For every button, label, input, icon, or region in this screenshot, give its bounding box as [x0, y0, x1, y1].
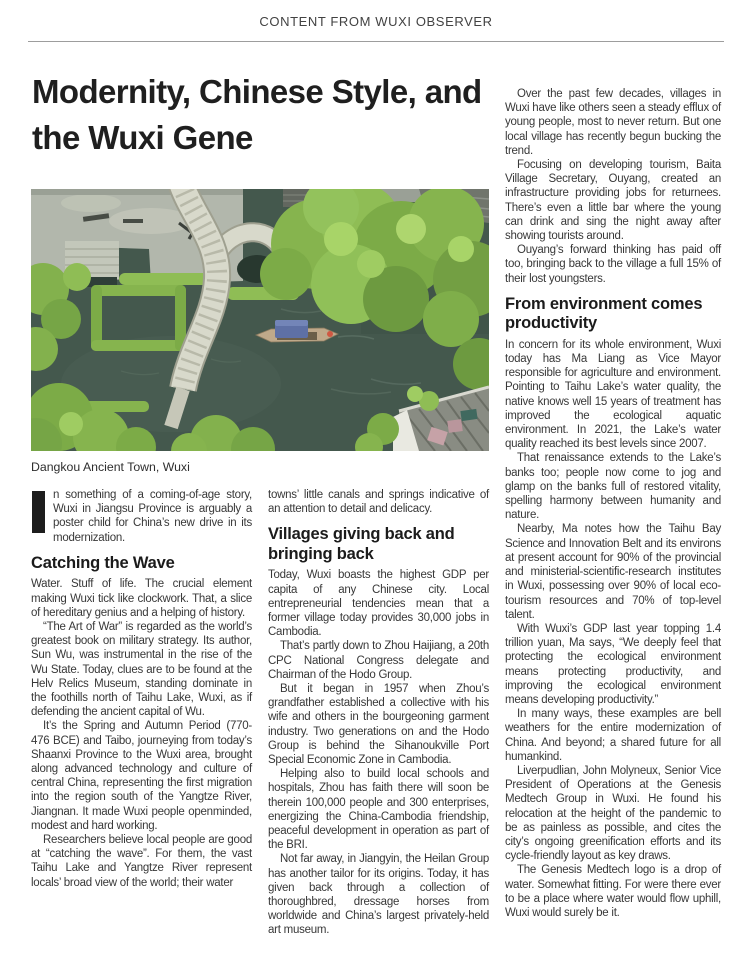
paragraph: Liverpudlian, John Molyneux, Senior Vice President of Operations at the Genesis Medtech Group in Wuxi. He found his relocation at the height of the pandemic to be as painless as possible, and cites the city’s ongoing greenification efforts and its cycle-friendly layout as key draws. — [505, 764, 721, 863]
paragraph: In many ways, these examples are bell weathers for the entire modernization of China. And beyond; a shared future for all humankind. — [505, 708, 721, 763]
article-content — [0, 42, 752, 938]
paragraph: Today, Wuxi boasts the highest GDP per capita of any Chinese city. Local entrepreneurial tendencies mean that a former village today provides 30,000 jobs in Cambodia. — [268, 569, 489, 639]
article-column-2 — [268, 488, 489, 938]
paragraph: towns’ little canals and springs indicative of an attention to detail and delicacy. — [268, 489, 489, 516]
article-photo — [31, 189, 489, 474]
paragraph: With Wuxi’s GDP last year topping 1.4 trillion yuan, Ma says, “We deeply feel that protecting the ecological environment means protecting productivity, and improving the ecological environment means developing productivity.” — [505, 622, 721, 706]
paragraph: n something of a coming-of-age story, Wuxi in Jiangsu Province is arguably a poster child for China’s new drive in its modernization. — [31, 488, 252, 545]
paragraph: That renaissance extends to the Lake’s banks too; people now come to jog and glamp on the banks full of restored vitality, spelling harmony between humanity and nature. — [505, 452, 721, 522]
paragraph: Focusing on developing tourism, Baita Village Secretary, Ouyang, created an infrastructure providing jobs for returnees. There’s even a little bar where the young can drink and sing the night away after showing tourists around. — [505, 159, 721, 243]
drop-cap — [32, 491, 45, 533]
paragraph: Nearby, Ma notes how the Taihu Bay Science and Innovation Belt and its environs at present account for 90% of the provincial and ministerial-scientific-research institutes in Wuxi, possessing over 90% of local eco-tourism resources and 70% of top-level talent. — [505, 523, 721, 621]
section-heading: Villages giving back and bringing back — [268, 525, 455, 563]
paragraph: Not far away, in Jiangyin, the Heilan Group has another tailor for its origins. Today, it has given back through a collection of thoroughbred, dressage horses from worldwide and China’s largest privately-held art museum. — [268, 853, 489, 937]
paragraph: It’s the Spring and Autumn Period (770-476 BCE) and Taibo, journeying from today’s Shaanxi Province to the Wuxi area, brought along advanced technology and culture of central China, representing the first migration into the region south of the Yangtze River, Jiangnan. It made Wuxi people openminded, modest and hard working. — [31, 720, 252, 832]
story-columns — [31, 488, 489, 938]
section-heading: From environment comes productivity — [505, 294, 703, 333]
content-source-label: CONTENT FROM WUXI OBSERVER — [259, 14, 493, 29]
paragraph: In concern for its whole environment, Wuxi today has Ma Liang as Vice Mayor responsible for agriculture and environment. Pointing to Taihu Lake’s water quality, the native knows well 15 years of treatment has improved the ecological aquatic environment. In 2021, the Lake’s water quality reached its best levels since 2007. — [505, 338, 721, 451]
paragraph: Ouyang’s forward thinking has paid off too, bringing back to the village a full 15% of their lost youngsters. — [505, 244, 721, 285]
paragraph: That’s partly down to Zhou Haijiang, a 20th CPC National Congress delegate and Chairman of the Hodo Group. — [268, 640, 489, 681]
article-main-region — [31, 42, 489, 938]
photo-caption: Dangkou Ancient Town, Wuxi — [31, 460, 190, 474]
paragraph: Researchers believe local people are good at “catching the wave”. For them, the vast Taihu Lake and Yangtze River represent locals’ broad view of the world; their water — [31, 833, 252, 889]
page-title: Modernity, Chinese Style, and the Wuxi Gene — [32, 73, 482, 156]
paragraph: Water. Stuff of life. The crucial element making Wuxi tick like clockwork. That, a slice of hereditary genius and a helping of history. — [31, 578, 252, 619]
paragraph: “The Art of War” is regarded as the world’s greatest book on military strategy. Its author, Sun Wu, was instrumental in the rise of the Wu State. Today, clues are to be found at the Helv Relics Museum, standing dominate in the foothills north of Taihu Lake, Wuxi, as if defending the ancient capital of Wu. — [31, 620, 252, 719]
article-column-3 — [505, 42, 721, 938]
paragraph: Over the past few decades, villages in Wuxi have like others seen a steady efflux of young people, most to never return. But one local village has recently begun bucking the trend. — [505, 88, 721, 157]
article-column-1 — [31, 488, 252, 938]
dangkou-town-aerial-photo — [31, 189, 489, 451]
paragraph: The Genesis Medtech logo is a drop of water. Somewhat fitting. For were there ever to be a place where water would flow uphill, Wuxi would surely be it. — [505, 864, 721, 919]
paragraph: Helping also to build local schools and hospitals, Zhou has faith there will soon be therein 100,000 people and 300 enterprises, energizing the China-Cambodia friendship, peaceful development in operation as part of the BRI. — [268, 768, 489, 852]
paragraph: But it began in 1957 when Zhou’s grandfather established a collective with his wife and others in the bourgeoning garment industry. Two generations on and the Hodo Group is behind the Sihanoukville Port Special Economic Zone in Cambodia. — [268, 683, 489, 767]
section-heading: Catching the Wave — [31, 553, 175, 572]
